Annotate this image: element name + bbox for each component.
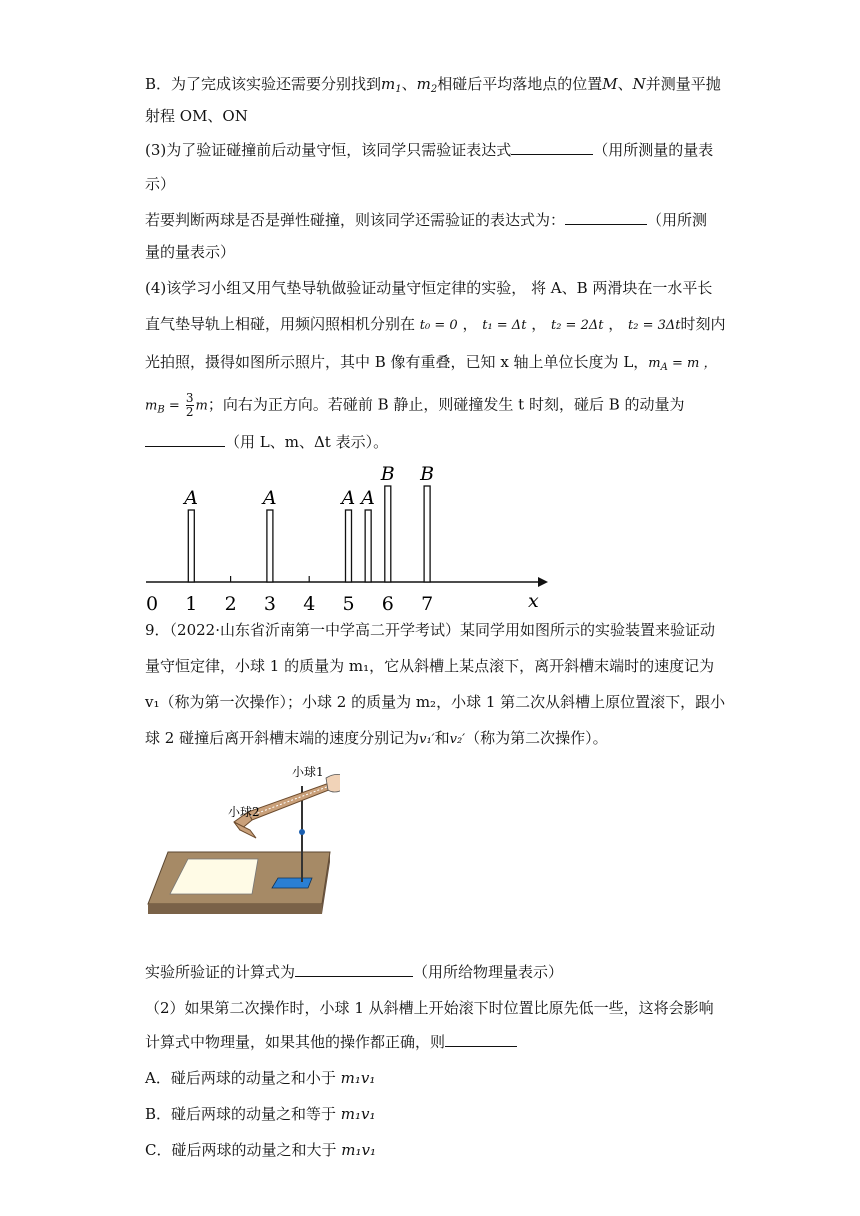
option-b[interactable]: B．碰后两球的动量之和等于 m₁v₁ <box>145 1105 376 1123</box>
q9-cont-line2: （2）如果第二次操作时，小球 1 从斜槽上开始滚下时位置比原先低一些，这将会影响 <box>145 999 714 1017</box>
ball2-label: 小球2 <box>228 805 260 819</box>
slider-label: A <box>361 487 375 509</box>
tick-label: 7 <box>421 593 434 615</box>
q9-line4: 球 2 碰撞后离开斜槽末端的速度分别记为v₁′和v₂′（称为第二次操作）。 <box>145 729 608 747</box>
answer-blank[interactable] <box>445 1032 517 1047</box>
stand-base <box>272 878 312 888</box>
q9-line2: 量守恒定律，小球 1 的质量为 m₁，它从斜槽上某点滚下，离开斜槽末端时的速度记为 <box>145 657 715 675</box>
tick-label: 3 <box>263 593 276 615</box>
slider-label: A <box>262 487 277 509</box>
hand-icon <box>326 774 340 792</box>
slider-block-a <box>267 510 273 582</box>
tick-label: 1 <box>185 593 198 615</box>
slider-label: A <box>184 487 199 509</box>
slider-images <box>182 463 434 582</box>
q3-line3: 若要判断两球是否是弹性碰撞，则该同学还需验证的表达式为： （用所测 <box>145 211 708 229</box>
q4-line2: 直气垫导轨上相碰，用频闪照相机分别在 t₀ = 0 ， t₁ = Δt ， t₂ = 2Δt ， t₂ = 3Δt时刻内 <box>145 315 726 333</box>
slider-label: B <box>420 463 435 485</box>
tick-label: 4 <box>303 593 316 615</box>
table-front <box>148 904 322 914</box>
axis-label: x <box>528 590 539 612</box>
answer-blank[interactable] <box>295 962 413 977</box>
chute-incline <box>248 782 334 820</box>
slider-block-b <box>424 486 430 582</box>
slider-block-a <box>365 510 371 582</box>
q4-line4: $m_B$ = $\frac{3}{2}$ m；向右为正方向。若碰前 B 静止，则碰撞发生 t 时刻，碰后 B 的动量为 <box>145 391 685 419</box>
q4-line1: (4)该学习小组又用气垫导轨做验证动量守恒定律的实验， 将 A、B 两滑块在一水平长 <box>145 279 713 297</box>
answer-blank[interactable] <box>145 432 225 447</box>
part-b-line1: B．为了完成该实验还需要分别找到$m_1$、$m_2$相碰后平均落地点的位置M、N并测量平抛 <box>145 75 721 95</box>
q9-cont-line3: 计算式中物理量，如果其他的操作都正确，则 <box>145 1032 517 1052</box>
q9-line1: 9．（2022·山东省沂南第一中学高二开学考试）某同学用如图所示的实验装置来验证动 <box>145 621 715 639</box>
apparatus-figure <box>140 764 340 928</box>
tick-label: 0 <box>146 593 159 615</box>
strobe-figure-svg <box>140 458 550 618</box>
answer-blank[interactable] <box>565 210 647 225</box>
slider-block-a <box>346 510 352 582</box>
q3-line2: 示） <box>145 175 176 193</box>
fraction: $\frac{3}{2}$ <box>185 391 194 419</box>
q9-cont-line1: 实验所验证的计算式为 （用所给物理量表示） <box>145 963 564 981</box>
q3-line4: 量的量表示） <box>145 243 236 261</box>
q4-line3: 光拍照，摄得如图所示照片，其中 B 像有重叠，已知 x 轴上单位长度为 L，$m_A = m$ ， <box>145 353 717 373</box>
ball1-label: 小球1 <box>292 765 324 779</box>
apparatus-svg <box>140 764 340 924</box>
option-c[interactable]: C．碰后两球的动量之和大于 m₁v₁ <box>145 1141 376 1159</box>
clamp <box>299 829 305 835</box>
tick-label: 2 <box>224 593 237 615</box>
axis-arrow <box>538 577 548 587</box>
slider-label: B <box>380 463 395 485</box>
tick-label: 6 <box>381 593 394 615</box>
slider-block-a <box>188 510 194 582</box>
slider-label: A <box>341 487 356 509</box>
q9-line3: v₁（称为第一次操作）；小球 2 的质量为 m₂，小球 1 第二次从斜槽上原位置滚下，跟小 <box>145 693 726 711</box>
answer-blank[interactable] <box>511 140 593 155</box>
q4-line5: （用 L、m、Δt 表示）。 <box>145 432 388 452</box>
q3-line1: (3)为了验证碰撞前后动量守恒，该同学只需验证表达式 （用所测量的量表 <box>145 141 714 159</box>
tick-label: 5 <box>342 593 355 615</box>
option-a[interactable]: A．碰后两球的动量之和小于 m₁v₁ <box>145 1069 376 1087</box>
slider-block-b <box>385 486 391 582</box>
part-b-line2: 射程 OM、ON <box>145 107 248 125</box>
strobe-figure <box>140 458 550 622</box>
